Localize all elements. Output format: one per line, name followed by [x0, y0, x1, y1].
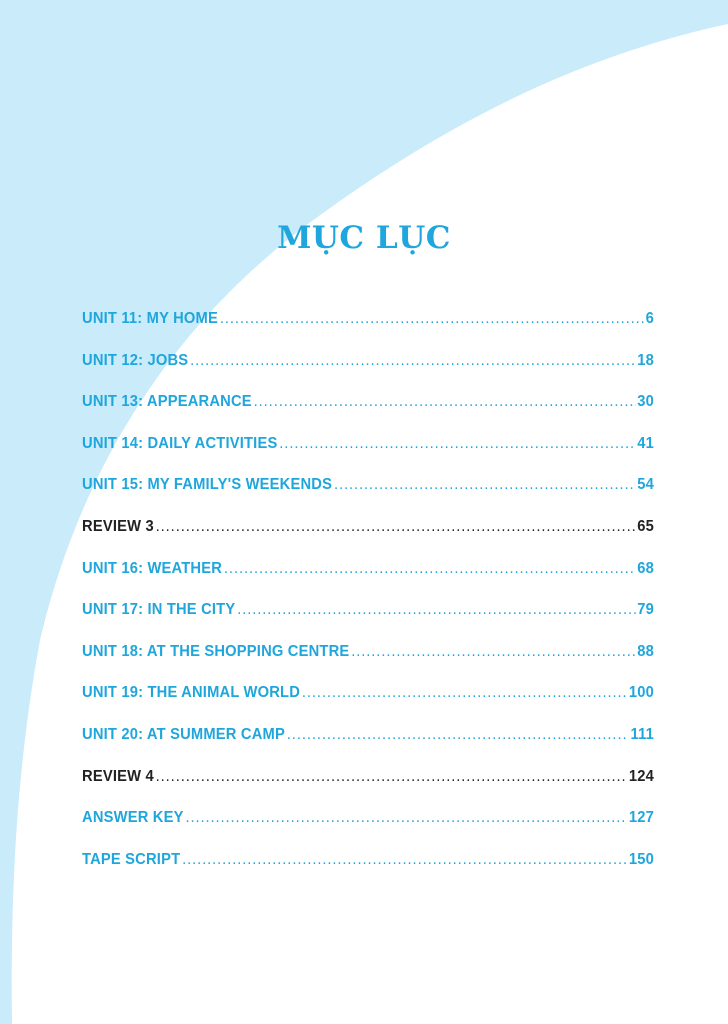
- toc-entry-page: 18: [637, 351, 655, 369]
- toc-entry[interactable]: [82, 684, 654, 726]
- dot-leader: [287, 726, 629, 744]
- toc-entry[interactable]: [82, 310, 654, 352]
- page-title: MỤC LỤC: [277, 220, 451, 256]
- toc-entry-label: REVIEW 3: [82, 517, 154, 535]
- dot-leader: [237, 601, 635, 619]
- toc-entry[interactable]: [82, 435, 654, 477]
- toc-entry[interactable]: [82, 476, 654, 518]
- toc-entry-label: UNIT 18: AT THE SHOPPING CENTRE: [82, 642, 350, 660]
- toc-entry-page: 127: [628, 809, 655, 827]
- dot-leader: [182, 851, 627, 869]
- toc-entry-label: UNIT 12: JOBS: [82, 351, 189, 369]
- toc-entry-label: UNIT 15: MY FAMILY'S WEEKENDS: [82, 476, 333, 494]
- toc-entry-page: 6: [645, 310, 655, 327]
- toc-entry-page: 111: [630, 725, 655, 743]
- toc-entry-label: UNIT 17: IN THE CITY: [82, 601, 236, 619]
- toc-entry-page: 65: [637, 517, 655, 535]
- dot-leader: [334, 476, 635, 494]
- toc-entry[interactable]: [82, 560, 654, 602]
- toc-entry-page: 124: [628, 767, 655, 785]
- toc-entry[interactable]: [82, 851, 654, 893]
- dot-leader: [224, 560, 636, 578]
- toc-entry-label: UNIT 11: MY HOME: [82, 310, 219, 327]
- dot-leader: [351, 643, 635, 661]
- toc-entry-label: UNIT 13: APPEARANCE: [82, 393, 252, 411]
- toc-entry-label: TAPE SCRIPT: [82, 850, 181, 868]
- dot-leader: [254, 393, 636, 411]
- toc-entry-label: UNIT 19: THE ANIMAL WORLD: [82, 684, 301, 702]
- toc-entry[interactable]: [82, 643, 654, 685]
- dot-leader: [156, 518, 636, 536]
- toc-entry-label: REVIEW 4: [82, 767, 154, 785]
- toc-entry[interactable]: [82, 352, 654, 394]
- toc-entry-page: 79: [637, 601, 655, 619]
- toc-entry-page: 100: [628, 684, 655, 702]
- dot-leader: [190, 352, 635, 370]
- dot-leader: [185, 809, 627, 827]
- toc-entry-label: ANSWER KEY: [82, 809, 184, 827]
- toc-entry-page: 41: [637, 434, 655, 452]
- toc-entry-page: 68: [637, 559, 655, 577]
- toc-entry[interactable]: [82, 726, 654, 768]
- dot-leader: [302, 684, 627, 702]
- toc-entry[interactable]: [82, 601, 654, 643]
- toc-entry-review[interactable]: [82, 518, 654, 560]
- toc-entry[interactable]: [82, 393, 654, 435]
- toc-entry-label: UNIT 16: WEATHER: [82, 559, 223, 577]
- dot-leader: [279, 435, 635, 453]
- toc-entry-page: 88: [637, 642, 655, 660]
- dot-leader: [220, 310, 644, 328]
- toc-entry[interactable]: [82, 809, 654, 851]
- table-of-contents: [82, 310, 654, 892]
- toc-entry-page: 30: [637, 393, 655, 411]
- toc-entry-page: 150: [628, 850, 655, 868]
- toc-entry-review[interactable]: [82, 768, 654, 810]
- toc-entry-label: UNIT 14: DAILY ACTIVITIES: [82, 434, 278, 452]
- dot-leader: [156, 768, 627, 786]
- toc-entry-page: 54: [637, 476, 655, 494]
- toc-entry-label: UNIT 20: AT SUMMER CAMP: [82, 725, 285, 743]
